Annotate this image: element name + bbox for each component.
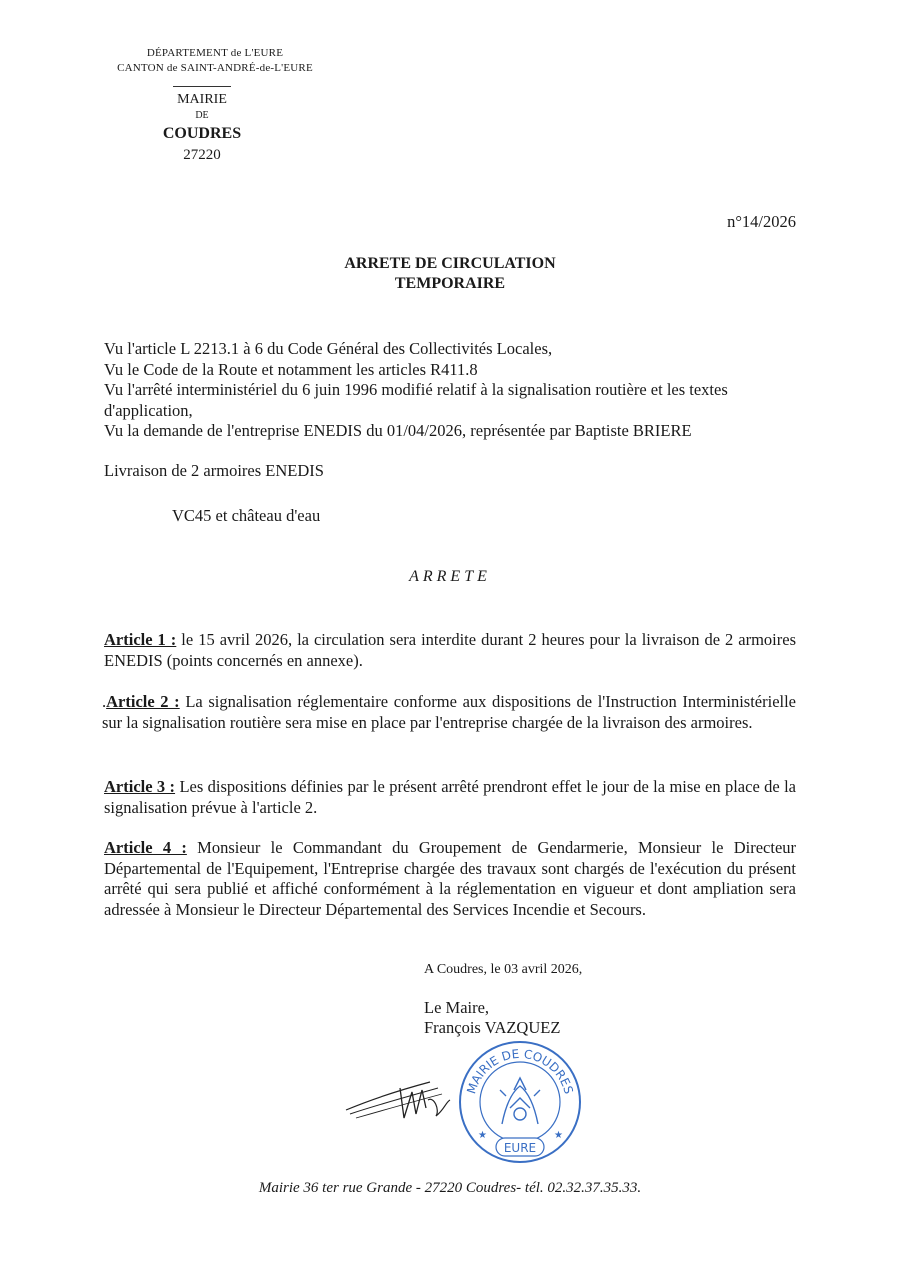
page-title (250, 254, 650, 294)
stamp-emblem-icon (500, 1078, 540, 1124)
stamp-text-bottom: EURE (503, 1141, 537, 1155)
article-4-label: Article 4 : (104, 838, 187, 857)
title-line-2: TEMPORAIRE (394, 275, 506, 292)
lieu-line: VC45 et château d'eau (172, 506, 321, 525)
signature-role: Le Maire, (424, 998, 490, 1017)
vu-line-3: Vu l'arrêté interministériel du 6 juin 1996 modifié relatif à la signalisation routière et les textes d'application, (104, 380, 728, 420)
article-3 (104, 777, 796, 818)
article-2-label: Article 2 : (106, 692, 180, 711)
stamp-star-left-icon: ★ (478, 1130, 487, 1141)
place-date: A Coudres, le 03 avril 2026, (424, 962, 583, 977)
vu-line-2: Vu le Code de la Route et notamment les articles R411.8 (104, 359, 478, 379)
article-3-text: Les dispositions définies par le présent arrêté prendront effet le jour de la mise en place de la signalisation prévue à l'article 2. (104, 777, 797, 817)
vu-section (104, 339, 804, 442)
article-1 (104, 630, 796, 671)
signature-name: François VAZQUEZ (424, 1018, 561, 1037)
canton-line: CANTON de SAINT-ANDRÉ-de-L'EURE (117, 62, 313, 74)
title-line-1: ARRETE DE CIRCULATION (344, 255, 556, 272)
stamp-text-top: MAIRIE DE COUDRES (464, 1046, 576, 1096)
stamp-star-right-icon: ★ (554, 1130, 563, 1141)
article-4-text: Monsieur le Commandant du Groupement de Gendarmerie, Monsieur le Directeur Départemental de l'Equipement, l'Entreprise chargée des travaux sont chargés de l'exécution du présent arrêté qui sera publié et affiché conformément à la réglementation en vigueur et dont ampliation sera adressée à Monsieur le Directeur Départemental des Services Incendie et Secours. (104, 838, 797, 919)
department-line: DÉPARTEMENT de L'EURE (146, 47, 284, 59)
article-1-text: le 15 avril 2026, la circulation sera interdite durant 2 heures pour la livraison de 2 armoires ENEDIS (points concernés en annexe). (104, 630, 796, 670)
article-3-label: Article 3 : (104, 777, 176, 796)
de-label: DE (195, 110, 209, 121)
mairie-stamp (452, 1034, 588, 1170)
handwritten-signature (340, 1070, 460, 1130)
article-2-prefix: . (102, 692, 107, 711)
objet-line: Livraison de 2 armoires ENEDIS (104, 461, 324, 480)
mairie-label: MAIRIE (177, 92, 227, 107)
footer-address: Mairie 36 ter rue Grande - 27220 Coudres- tél. 02.32.37.35.33. (258, 1180, 642, 1196)
article-1-label: Article 1 : (104, 630, 177, 649)
vu-line-4: Vu la demande de l'entreprise ENEDIS du 01/04/2026, représentée par Baptiste BRIERE (104, 421, 692, 440)
header-rule (173, 86, 231, 87)
reference-number: n°14/2026 (727, 212, 796, 231)
article-4 (104, 838, 796, 920)
commune-name: COUDRES (162, 125, 242, 142)
header-admin (90, 46, 340, 76)
article-2 (102, 692, 796, 733)
arrete-heading: ARRETE (409, 568, 491, 585)
vu-line-1: Vu l'article L 2213.1 à 6 du Code Général des Collectivités Locales, (104, 339, 553, 358)
postcode: 27220 (183, 147, 221, 163)
article-2-text: La signalisation réglementaire conforme aux dispositions de l'Instruction Interministérielle sur la signalisation routière sera mise en place par l'entreprise chargée de la livraison des armoires. (102, 692, 797, 732)
mairie-block (140, 84, 264, 165)
